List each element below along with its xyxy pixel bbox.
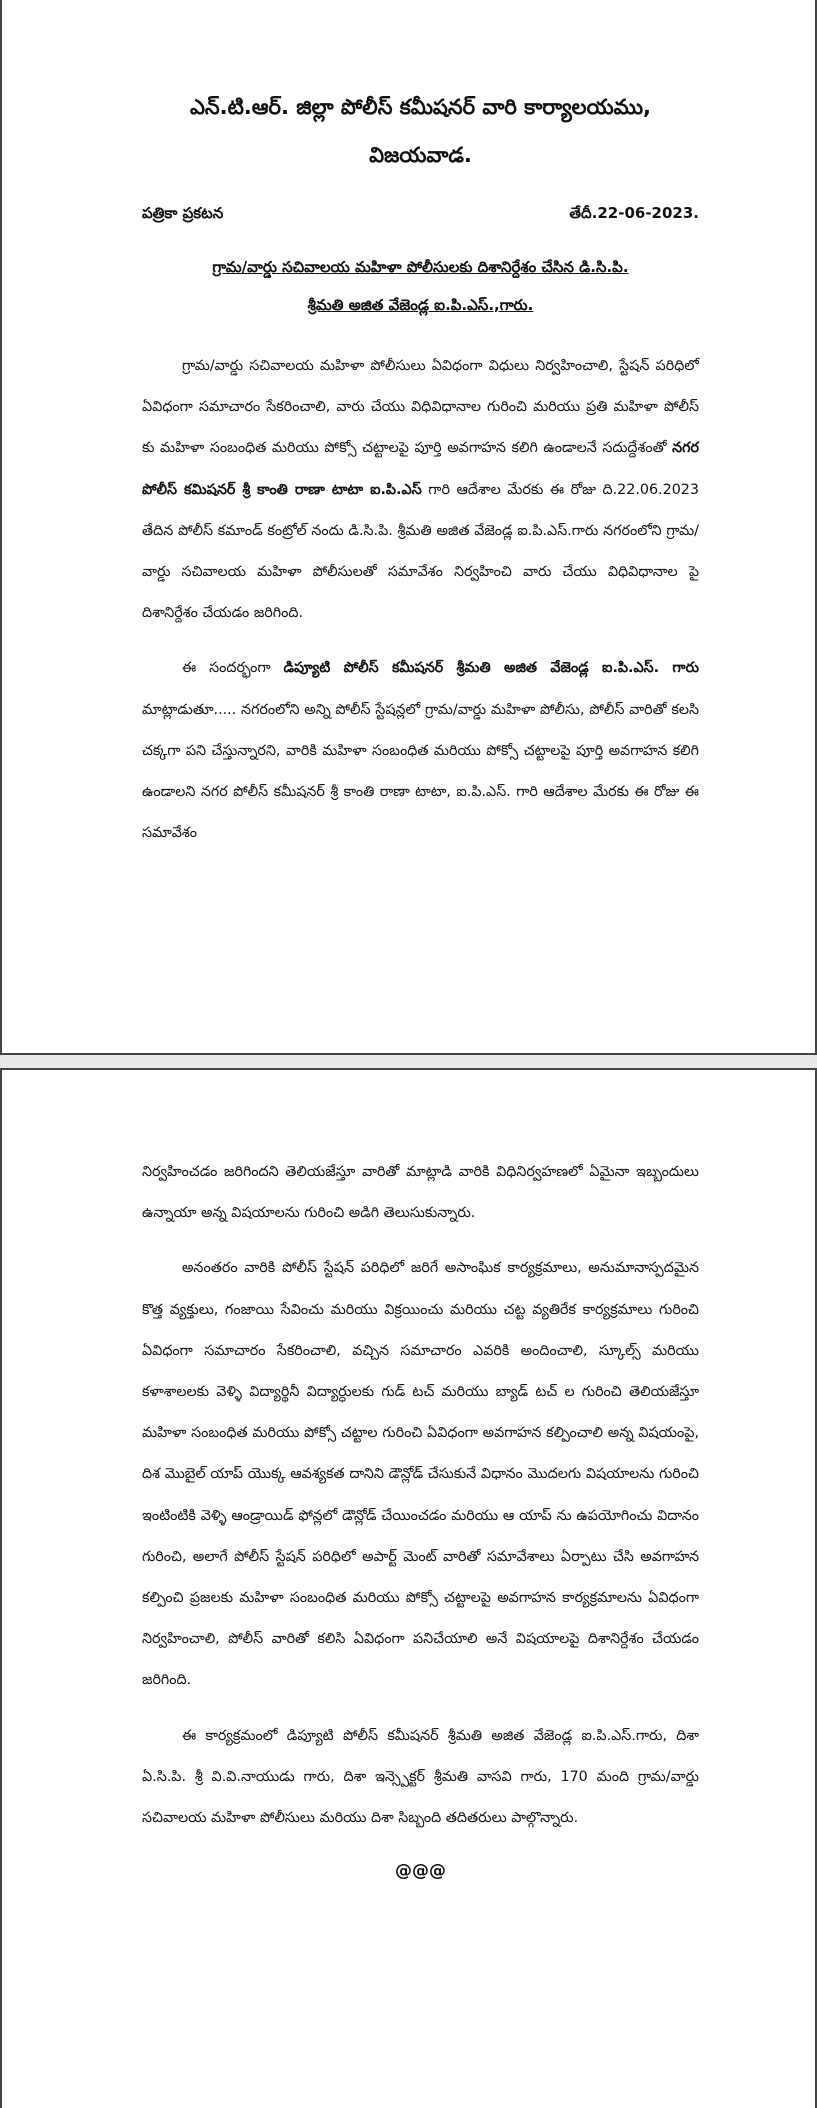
paragraph-2-continued: నిర్వహించడం జరిగిందని తెలియజేస్తూ వారితో మాట్లాడి వారికి విధినిర్వహణలో ఏమైనా ఇబ్బందులు ఉన్నాయా అన్న విషయాలను గురించి అడిగి తెలుసుకున్నారు. — [142, 1164, 699, 1222]
closing-mark: @@@ — [395, 1861, 446, 1882]
document-page-2 — [0, 1068, 817, 2108]
para1-bold-a: నగర పోలీస్ కమిషనర్ శ్రీ కాంతి రాణా టాటా ఐ.పి.ఎస్ — [142, 440, 699, 498]
page-1-content — [142, 88, 699, 854]
subject-line1: గ్రామ/వార్డు సచివాలయ మహిళా పోలీసులకు దిశానిర్దేశం చేసిన డి.సి.పి. — [212, 258, 629, 276]
press-release-label: పత్రికా ప్రకటన — [142, 204, 224, 222]
paragraph-4: ఈ కార్యక్రమంలో డిప్యూటి పోలీస్ కమీషనర్ శ్రీమతి అజిత వేజెండ్ల ఐ.పి.ఎస్.గారు, దిశా ఏ.సి.పి. శ్రీ వి.వి.నాయుడు గారు, దిశా ఇన్స్పెక్టర్ శ్రీమతి వాసవి గారు, 170 మంది గ్రామ/వార్డు సచివాలయ మహిళా పోలీసులు మరియు దిశా సిబ్బంది తదితరులు పాల్గొన్నారు. — [142, 1727, 699, 1827]
paragraph-1 — [142, 346, 699, 634]
subject-heading — [142, 248, 699, 324]
para1-text-b: గారి ఆదేశాల మేరకు ఈ రోజు ది.22.06.2023 తేదిన పోలీస్ కమాండ్ కంట్రోల్ నందు డి.సి.పి. శ్రీమతి అజిత వేజెండ్ల ఐ.పి.ఎస్.గారు నగరంలోని గ్రామ/వార్డు సచివాలయ మహిళా పోలీసులతో సమావేశం నిర్వహించి వారు చేయు విధివిధానాల పై దిశానిర్దేశం చేయడం జరిగింది. — [142, 481, 699, 622]
para2-text-b: మాట్లాడుతూ..... నగరంలోని అన్ని పోలీస్ స్టేషన్లలో గ్రామ/వార్డు మహిళా పోలీసు, పోలీస్ వారితో కలసి చక్కగా పని చేస్తున్నారని, వారికి మహిళా సంబంధిత మరియు పోక్సో చట్టాలపై పూర్తి అవగాహన కలిగి ఉండాలని నగర పోలీస్ కమీషనర్ శ్రీ కాంతి రాణా టాటా, ఐ.పి.ఎస్. గారి ఆదేశాల మేరకు ఈ రోజు ఈ సమావేశం — [142, 701, 699, 842]
paragraph-2 — [142, 648, 699, 854]
para2-bold-a: డిప్యూటి పోలీస్ కమీషనర్ శ్రీమతి అజిత వేజెండ్ల ఐ.పి.ఎస్. గారు — [283, 660, 699, 677]
page-gap — [0, 1055, 817, 1068]
page-2-content — [142, 1152, 699, 1881]
para1-text-a: గ్రామ/వార్డు సచివాలయ మహిళా పోలీసులు ఏవిధంగా విధులు నిర్వహించాలి, స్టేషన్ పరిధిలో ఏవిధంగా సమాచారం సేకరించాలి, వారు చేయు విధివిధానాల గురించి మరియు ప్రతి మహిళా పోలీస్ కు మహిళా సంబంధిత మరియు పోక్సో చట్టాలపై పూర్తి అవగాహన కలిగి ఉండాలనే సదుద్దేశంతో — [142, 358, 699, 457]
subject-line2: శ్రీమతి అజిత వేజెండ్ల ఐ.పి.ఎస్.,గారు. — [307, 296, 534, 314]
office-title-line1: ఎన్.టి.ఆర్. జిల్లా పోలీస్ కమీషనర్ వారి కార్యాలయము, — [189, 95, 652, 119]
office-title-line2: విజయవాడ. — [369, 143, 472, 167]
meta-row — [142, 204, 699, 226]
release-date: తేదీ.22-06-2023. — [569, 204, 699, 222]
paragraph-3: అనంతరం వారికి పోలీస్ స్టేషన్ పరిధిలో జరిగే అసాంఘిక కార్యక్రమాలు, అనుమానాస్పదమైన కొత్త వ్యక్తులు, గంజాయి సేవించు మరియు విక్రయించు మరియు చట్ట వ్యతిరేక కార్యక్రమాలు గురించి ఏవిధంగా సమాచారం సేకరించాలి, వచ్చిన సమాచారం ఎవరికి అందించాలి, స్కూల్స్ మరియు కళాశాలలకు వెళ్ళి విద్యార్థినీ విద్యార్ధులకు గుడ్ టచ్ మరియు బ్యాడ్ టచ్ ల గురించి తెలియజేస్తూ మహిళా సంబంధిత మరియు పోక్సో చట్టాల గురించి ఏవిధంగా అవగాహన కల్పించాలి అన్న విషయంపై, దిశ మొబైల్ యాప్ యొక్క ఆవశ్యకత దానిని డౌన్లోడ్ చేసుకునే విధానం మొదలగు విషయాలను గురించి ఇంటింటికి వెళ్ళి ఆండ్రాయిడ్ ఫోన్లలో డౌన్లోడ్ చేయించడం మరియు ఆ యాప్ ను ఉపయోగించు విదానం గురించి, అలాగే పోలీస్ స్టేషన్ పరిధిలో అపార్ట్ మెంట్ వారితో సమావేశాలు ఏర్పాటు చేసి అవగాహన కల్పించి ప్రజలకు మహిళా సంబంధిత మరియు పోక్సో చట్టాలపై అవగాహన కార్యక్రమాలను ఏవిధంగా నిర్వహించాలి, పోలీస్ వారితో కలిసి ఏవిధంగా పనిచేయాలి అనే విషయాలపై దిశానిర్దేశం చేయడం జరిగింది. — [142, 1260, 699, 1689]
para2-text-a: ఈ సందర్భంగా — [182, 660, 284, 677]
